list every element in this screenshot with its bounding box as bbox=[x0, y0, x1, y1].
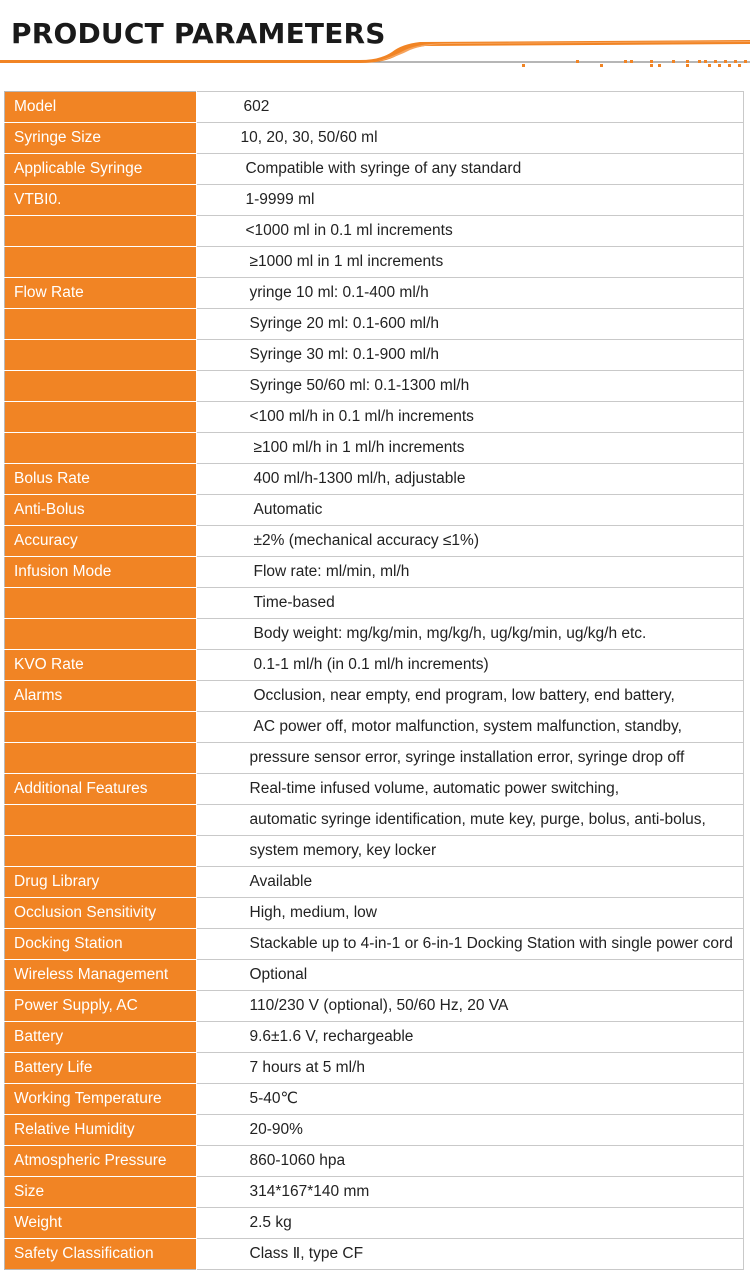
param-value: Syringe 20 ml: 0.1-600 ml/h bbox=[197, 309, 744, 340]
table-row bbox=[5, 650, 744, 681]
table-row bbox=[5, 991, 744, 1022]
param-value: ±2% (mechanical accuracy ≤1%) bbox=[197, 526, 744, 557]
param-value: 0.1-1 ml/h (in 0.1 ml/h increments) bbox=[197, 650, 744, 681]
table-row bbox=[5, 1146, 744, 1177]
table-row bbox=[5, 1022, 744, 1053]
param-value: 860-1060 hpa bbox=[197, 1146, 744, 1177]
param-label bbox=[5, 433, 196, 464]
param-label: Relative Humidity bbox=[5, 1115, 196, 1146]
param-value: Body weight: mg/kg/min, mg/kg/h, ug/kg/min, ug/kg/h etc. bbox=[197, 619, 744, 650]
param-label: Alarms bbox=[5, 681, 196, 712]
table-row bbox=[5, 557, 744, 588]
param-value: Optional bbox=[197, 960, 744, 991]
table-row bbox=[5, 681, 744, 712]
param-label: Size bbox=[5, 1177, 196, 1208]
param-value: yringe 10 ml: 0.1-400 ml/h bbox=[197, 278, 744, 309]
param-value: Class Ⅱ, type CF bbox=[197, 1239, 744, 1270]
param-label bbox=[5, 588, 196, 619]
param-label: Safety Classification bbox=[5, 1239, 196, 1270]
param-value: automatic syringe identification, mute key, purge, bolus, anti-bolus, bbox=[197, 805, 744, 836]
param-value: 9.6±1.6 V, rechargeable bbox=[197, 1022, 744, 1053]
param-label: Wireless Management bbox=[5, 960, 196, 991]
spec-table bbox=[4, 91, 744, 1270]
table-row bbox=[5, 1084, 744, 1115]
param-value: <100 ml/h in 0.1 ml/h increments bbox=[197, 402, 744, 433]
param-value: 10, 20, 30, 50/60 ml bbox=[197, 123, 744, 154]
param-label bbox=[5, 805, 196, 836]
param-value: 314*167*140 mm bbox=[197, 1177, 744, 1208]
param-value: ≥100 ml/h in 1 ml/h increments bbox=[197, 433, 744, 464]
param-label bbox=[5, 309, 196, 340]
table-row bbox=[5, 433, 744, 464]
param-label: Flow Rate bbox=[5, 278, 196, 309]
table-row bbox=[5, 402, 744, 433]
spec-table-body bbox=[5, 92, 744, 1270]
table-row bbox=[5, 929, 744, 960]
table-row bbox=[5, 154, 744, 185]
param-value: AC power off, motor malfunction, system malfunction, standby, bbox=[197, 712, 744, 743]
param-label: VTBI0. bbox=[5, 185, 196, 216]
param-label: Occlusion Sensitivity bbox=[5, 898, 196, 929]
table-row bbox=[5, 619, 744, 650]
param-label: Accuracy bbox=[5, 526, 196, 557]
table-row bbox=[5, 743, 744, 774]
table-row bbox=[5, 1053, 744, 1084]
param-value: 1-9999 ml bbox=[197, 185, 744, 216]
table-row bbox=[5, 1177, 744, 1208]
param-value: Stackable up to 4-in-1 or 6-in-1 Docking Station with single power cord bbox=[197, 929, 744, 960]
param-value: Syringe 30 ml: 0.1-900 ml/h bbox=[197, 340, 744, 371]
param-value: 2.5 kg bbox=[197, 1208, 744, 1239]
param-value: Compatible with syringe of any standard bbox=[197, 154, 744, 185]
param-label: Drug Library bbox=[5, 867, 196, 898]
param-label bbox=[5, 619, 196, 650]
table-row bbox=[5, 123, 744, 154]
table-row bbox=[5, 464, 744, 495]
param-value: <1000 ml in 0.1 ml increments bbox=[197, 216, 744, 247]
param-label: Syringe Size bbox=[5, 123, 196, 154]
table-row bbox=[5, 309, 744, 340]
table-row bbox=[5, 526, 744, 557]
table-row bbox=[5, 495, 744, 526]
param-label: Battery Life bbox=[5, 1053, 196, 1084]
param-value: Available bbox=[197, 867, 744, 898]
param-label: Model bbox=[5, 92, 196, 123]
table-row bbox=[5, 774, 744, 805]
param-label: Weight bbox=[5, 1208, 196, 1239]
table-row bbox=[5, 1115, 744, 1146]
table-row bbox=[5, 960, 744, 991]
param-value: Occlusion, near empty, end program, low battery, end battery, bbox=[197, 681, 744, 712]
param-value: Flow rate: ml/min, ml/h bbox=[197, 557, 744, 588]
param-label: Atmospheric Pressure bbox=[5, 1146, 196, 1177]
param-label bbox=[5, 402, 196, 433]
page-title: PRODUCT PARAMETERS bbox=[11, 17, 386, 50]
param-label: Battery bbox=[5, 1022, 196, 1053]
param-value: Syringe 50/60 ml: 0.1-1300 ml/h bbox=[197, 371, 744, 402]
param-value: Time-based bbox=[197, 588, 744, 619]
table-row bbox=[5, 867, 744, 898]
table-row bbox=[5, 92, 744, 123]
param-label: Working Temperature bbox=[5, 1084, 196, 1115]
param-label: Bolus Rate bbox=[5, 464, 196, 495]
table-row bbox=[5, 836, 744, 867]
param-value: Automatic bbox=[197, 495, 744, 526]
table-row bbox=[5, 1208, 744, 1239]
param-label: KVO Rate bbox=[5, 650, 196, 681]
param-value: system memory, key locker bbox=[197, 836, 744, 867]
table-row bbox=[5, 588, 744, 619]
param-label: Applicable Syringe bbox=[5, 154, 196, 185]
table-row bbox=[5, 216, 744, 247]
param-value: ≥1000 ml in 1 ml increments bbox=[197, 247, 744, 278]
param-label: Power Supply, AC bbox=[5, 991, 196, 1022]
param-value: 110/230 V (optional), 50/60 Hz, 20 VA bbox=[197, 991, 744, 1022]
header-banner bbox=[0, 0, 750, 80]
param-label bbox=[5, 340, 196, 371]
param-value: 7 hours at 5 ml/h bbox=[197, 1053, 744, 1084]
param-label: Anti-Bolus bbox=[5, 495, 196, 526]
param-label bbox=[5, 216, 196, 247]
param-value: pressure sensor error, syringe installation error, syringe drop off bbox=[197, 743, 744, 774]
table-row bbox=[5, 185, 744, 216]
param-label bbox=[5, 712, 196, 743]
param-label: Additional Features bbox=[5, 774, 196, 805]
param-label: Infusion Mode bbox=[5, 557, 196, 588]
param-label bbox=[5, 743, 196, 774]
param-label bbox=[5, 371, 196, 402]
table-row bbox=[5, 805, 744, 836]
param-value: 5-40℃ bbox=[197, 1084, 744, 1115]
param-value: 602 bbox=[197, 92, 744, 123]
table-row bbox=[5, 278, 744, 309]
table-row bbox=[5, 712, 744, 743]
table-row bbox=[5, 371, 744, 402]
param-value: 20-90% bbox=[197, 1115, 744, 1146]
param-label bbox=[5, 247, 196, 278]
table-row bbox=[5, 340, 744, 371]
param-value: High, medium, low bbox=[197, 898, 744, 929]
param-label: Docking Station bbox=[5, 929, 196, 960]
param-label bbox=[5, 836, 196, 867]
param-value: Real-time infused volume, automatic power switching, bbox=[197, 774, 744, 805]
table-row bbox=[5, 898, 744, 929]
table-row bbox=[5, 247, 744, 278]
param-value: 400 ml/h-1300 ml/h, adjustable bbox=[197, 464, 744, 495]
